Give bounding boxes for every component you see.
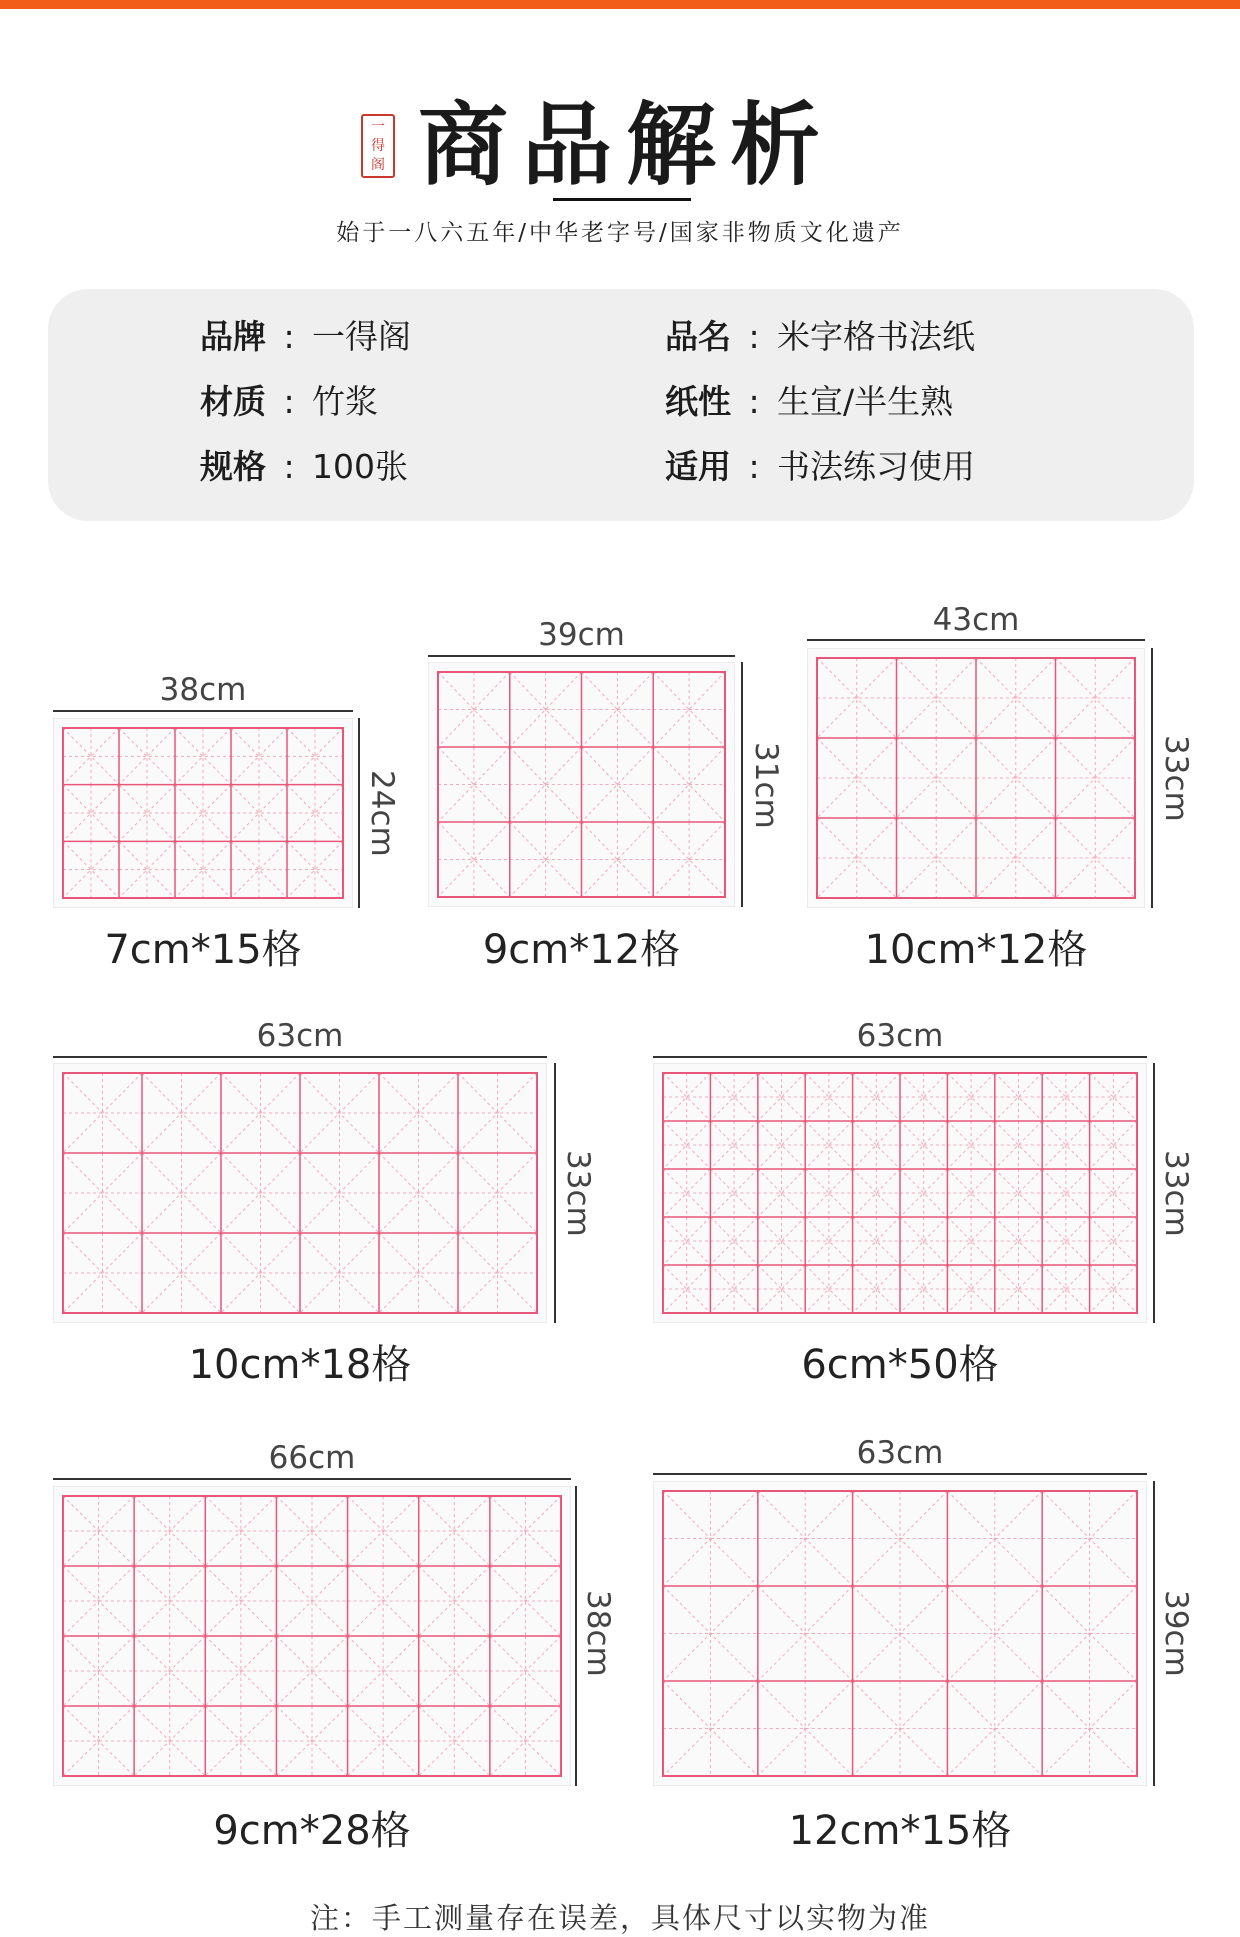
spec-value: 生宣/半生熟 (777, 382, 954, 421)
spec-item-brand: 品牌 : 一得阁 (200, 317, 411, 356)
brand-seal-logo: 一 得 阁 (361, 114, 395, 178)
top-accent-bar (0, 0, 1240, 9)
sheet-height-label: 39cm (1158, 1590, 1194, 1677)
sheet-caption: 10cm*12格 (864, 927, 1088, 973)
height-rule (554, 1063, 556, 1323)
paper-sheet-4 (53, 1063, 547, 1323)
sheet-height-label: 31cm (748, 742, 784, 829)
height-rule (358, 718, 360, 908)
grid-paper (807, 648, 1145, 908)
spec-label: 材质 (200, 382, 266, 421)
sheet-width-label: 63cm (856, 1018, 944, 1054)
measurement-note: 注：手工测量存在误差，具体尺寸以实物为准 (309, 1901, 930, 1935)
grid-paper (428, 662, 735, 907)
width-rule (53, 710, 353, 712)
sheet-height-label: 33cm (1158, 1150, 1194, 1237)
sheet-width-label: 39cm (538, 617, 625, 653)
height-rule (1153, 1481, 1155, 1786)
sheet-height-label: 38cm (580, 1590, 616, 1677)
paper-sheet-6 (53, 1486, 571, 1786)
width-rule (807, 639, 1145, 641)
height-rule (741, 662, 743, 907)
paper-sheet-3 (807, 648, 1145, 908)
spec-value: 竹浆 (312, 382, 378, 421)
sheet-caption: 12cm*15格 (788, 1808, 1012, 1854)
sheet-height-label: 33cm (1158, 735, 1194, 822)
width-rule (53, 1056, 547, 1058)
spec-item-usage: 适用 : 书法练习使用 (665, 447, 975, 486)
sheet-width-label: 38cm (159, 672, 247, 708)
paper-sheet-7 (653, 1481, 1147, 1786)
sheet-height-label: 33cm (560, 1150, 596, 1237)
spec-item-material: 材质 : 竹浆 (200, 382, 378, 421)
spec-value: 100张 (312, 447, 408, 486)
spec-panel (48, 289, 1194, 521)
height-rule (575, 1486, 577, 1786)
sheet-width-label: 43cm (932, 602, 1020, 638)
spec-label: 纸性 (665, 382, 731, 421)
grid-paper (53, 718, 353, 908)
page-title: 商品解析 (418, 93, 834, 198)
sheet-width-label: 63cm (856, 1435, 944, 1471)
grid-paper (653, 1063, 1147, 1323)
spec-value: 米字格书法纸 (777, 317, 975, 356)
width-rule (653, 1473, 1147, 1475)
width-rule (653, 1056, 1147, 1058)
height-rule (1153, 1063, 1155, 1323)
page-subtitle: 始于一八六五年/中华老字号/国家非物质文化遗产 (336, 220, 904, 246)
sheet-width-label: 63cm (256, 1018, 344, 1054)
sheet-caption: 6cm*50格 (801, 1342, 999, 1388)
sheet-width-label: 66cm (268, 1440, 356, 1476)
paper-sheet-5 (653, 1063, 1147, 1323)
spec-label: 规格 (200, 447, 266, 486)
height-rule (1151, 648, 1153, 908)
spec-label: 适用 (665, 447, 731, 486)
spec-label: 品名 (665, 317, 731, 356)
spec-item-quantity: 规格 : 100张 (200, 447, 408, 486)
spec-item-paper-type: 纸性 : 生宣/半生熟 (665, 382, 954, 421)
spec-item-name: 品名 : 米字格书法纸 (665, 317, 975, 356)
spec-value: 书法练习使用 (777, 447, 975, 486)
grid-paper (53, 1063, 547, 1323)
width-rule (428, 655, 735, 657)
sheet-height-label: 24cm (364, 770, 400, 857)
paper-sheet-2 (428, 662, 735, 907)
grid-paper (653, 1481, 1147, 1786)
sheet-caption: 7cm*15格 (104, 927, 302, 973)
paper-sheet-1 (53, 718, 353, 908)
sheet-caption: 9cm*12格 (482, 927, 681, 973)
spec-value: 一得阁 (312, 317, 411, 356)
spec-label: 品牌 (200, 317, 266, 356)
grid-paper (53, 1486, 571, 1786)
title-underline (553, 198, 691, 201)
sheet-caption: 10cm*18格 (188, 1342, 412, 1388)
sheet-caption: 9cm*28格 (213, 1808, 411, 1854)
width-rule (53, 1478, 571, 1480)
